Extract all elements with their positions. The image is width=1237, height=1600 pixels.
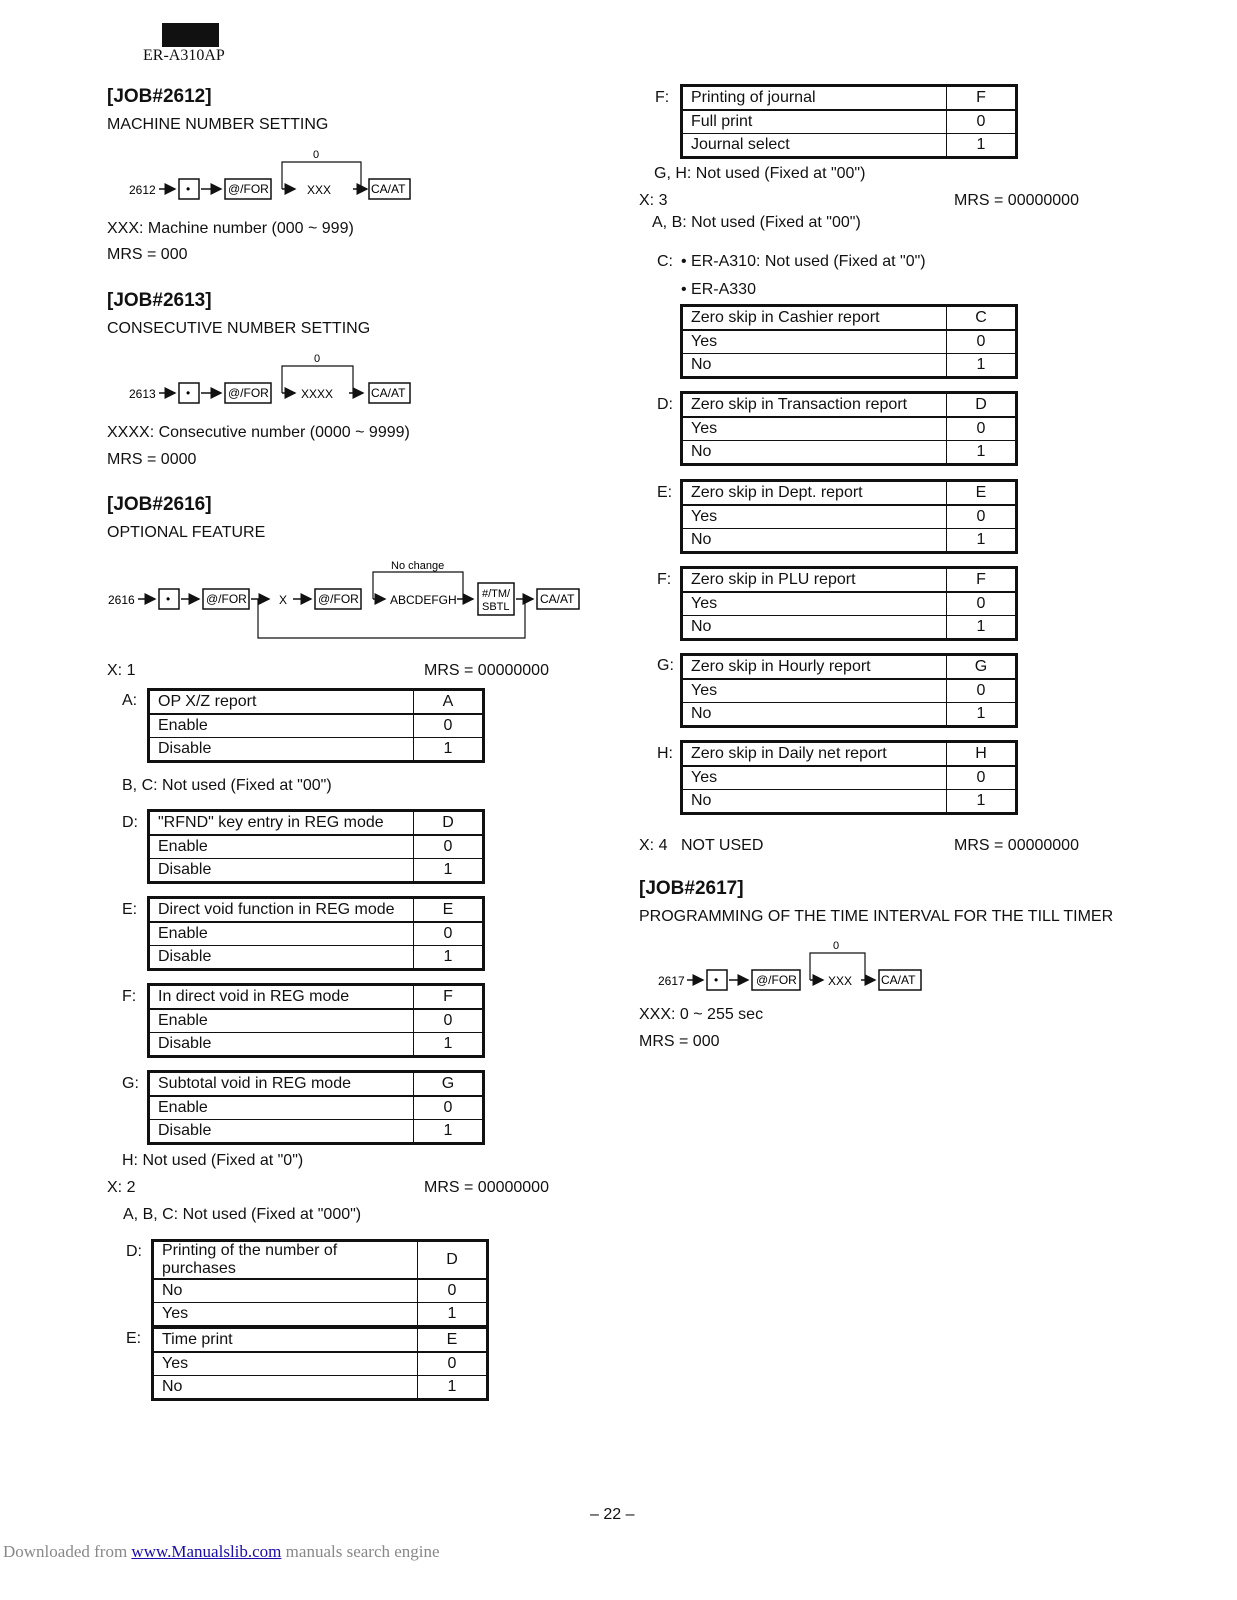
table-row: Zero skip in Hourly report G (682, 655, 1017, 680)
footer (3, 1542, 440, 1562)
job-2617-desc: XXX: 0 ~ 255 sec (639, 1006, 764, 1023)
svg-text:•: • (714, 973, 719, 987)
svg-text:0: 0 (314, 353, 321, 365)
x1-d-table (147, 809, 485, 884)
flow-start-label: 2612 (129, 183, 156, 197)
svg-text:@/FOR: @/FOR (228, 386, 269, 400)
svg-text:XXX: XXX (828, 974, 853, 988)
svg-text:•: • (186, 386, 191, 400)
x1-d-letter: D: (122, 814, 138, 831)
footer-prefix: Downloaded from (3, 1542, 132, 1561)
table-row: Disable 1 (149, 859, 484, 883)
svg-text:@/FOR: @/FOR (206, 592, 247, 606)
job-2612-title: [JOB#2612] (107, 86, 212, 107)
x1-f-table (147, 983, 485, 1058)
table-row: Yes 0 (682, 592, 1017, 616)
page-number: – 22 – (590, 1506, 635, 1523)
x3-ab-note: A, B: Not used (Fixed at "00") (652, 214, 861, 231)
x3-e-letter: E: (657, 484, 673, 501)
table-row: Disable 1 (149, 738, 484, 762)
x3-h-letter: H: (657, 745, 673, 762)
table-row: No 1 (682, 529, 1017, 553)
x1-h-note: H: Not used (Fixed at "0") (122, 1152, 304, 1169)
table-row: No 1 (682, 354, 1017, 378)
table-row: Time print E (153, 1328, 488, 1353)
x1-label: X: 1 (107, 662, 136, 679)
table-row: No 1 (682, 703, 1017, 727)
table-row: No 1 (153, 1376, 488, 1400)
x3-e-table (680, 479, 1018, 554)
table-row: Zero skip in Cashier report C (682, 306, 1017, 331)
svg-text:ABCDEFGH: ABCDEFGH (390, 593, 457, 607)
x3-c-letter: C: (657, 253, 673, 270)
x3-f-letter: F: (657, 571, 672, 588)
footer-link[interactable]: www.Manualslib.com (131, 1542, 282, 1561)
x3-g-letter: G: (657, 657, 674, 674)
table-row: Zero skip in PLU report F (682, 568, 1017, 593)
x3-mrs: MRS = 00000000 (954, 192, 1079, 209)
job-2617-flow (655, 935, 955, 997)
table-row: Zero skip in Transaction report D (682, 393, 1017, 418)
job-2612-flow (125, 145, 425, 205)
table-row: Printing of the number of purchases D (153, 1241, 488, 1280)
svg-text:#/TM/: #/TM/ (482, 588, 511, 600)
job-2617-title: [JOB#2617] (639, 878, 744, 899)
x4-label: X: 4 (639, 837, 668, 854)
table-row: Zero skip in Daily net report H (682, 742, 1017, 767)
x1-a-table (147, 688, 485, 763)
table-row: Yes 0 (682, 505, 1017, 529)
table-row: No 1 (682, 441, 1017, 465)
x3-g-table (680, 653, 1018, 728)
job-2616-title: [JOB#2616] (107, 494, 212, 515)
x3-d-letter: D: (657, 396, 673, 413)
table-row: Enable 0 (149, 835, 484, 859)
x2-f-table (680, 84, 1018, 159)
table-row: Printing of journal F (682, 86, 1017, 111)
table-row: Yes 0 (682, 417, 1017, 441)
x1-f-letter: F: (122, 988, 137, 1005)
x3-c-table (680, 304, 1018, 379)
table-row: In direct void in REG mode F (149, 985, 484, 1010)
svg-text:SBTL: SBTL (482, 601, 510, 613)
job-2612-desc: XXX: Machine number (000 ~ 999) (107, 220, 354, 237)
x1-g-letter: G: (122, 1075, 139, 1092)
x1-e-letter: E: (122, 901, 138, 918)
x2-f-letter: F: (655, 89, 670, 106)
job-2617-mrs: MRS = 000 (639, 1033, 720, 1050)
svg-text:@/FOR: @/FOR (318, 592, 359, 606)
table-row: Disable 1 (149, 1120, 484, 1144)
x2-label: X: 2 (107, 1179, 136, 1196)
table-row: Yes 0 (682, 330, 1017, 354)
svg-text:CA/AT: CA/AT (540, 592, 575, 606)
x1-bc-note: B, C: Not used (Fixed at "00") (122, 777, 332, 794)
table-row: Yes 0 (153, 1352, 488, 1376)
x2-e-letter: E: (126, 1330, 142, 1347)
svg-text:2613: 2613 (129, 387, 156, 401)
table-row: Yes 0 (682, 766, 1017, 790)
table-row: Disable 1 (149, 946, 484, 970)
svg-text:0: 0 (313, 149, 320, 161)
job-2616-subtitle: OPTIONAL FEATURE (107, 524, 266, 541)
x2-d-table (151, 1239, 489, 1328)
x2-mrs: MRS = 00000000 (424, 1179, 549, 1196)
logo-block (162, 23, 219, 47)
svg-text:No change: No change (391, 560, 445, 572)
x1-a-letter: A: (122, 692, 138, 709)
table-row: "RFND" key entry in REG mode D (149, 811, 484, 836)
table-row: Subtotal void in REG mode G (149, 1072, 484, 1097)
table-row: No 0 (153, 1279, 488, 1303)
table-row: Direct void function in REG mode E (149, 898, 484, 923)
x3-h-table (680, 740, 1018, 815)
table-row: Yes 1 (153, 1303, 488, 1327)
footer-suffix: manuals search engine (281, 1542, 440, 1561)
svg-text:CA/AT: CA/AT (881, 973, 916, 987)
job-2616-flow (105, 555, 595, 650)
x3-c-note-1: ER-A310: Not used (Fixed at "0") (691, 253, 926, 270)
x1-mrs: MRS = 00000000 (424, 662, 549, 679)
svg-text:X: X (279, 593, 288, 607)
x3-label: X: 3 (639, 192, 668, 209)
job-2617-subtitle: PROGRAMMING OF THE TIME INTERVAL FOR THE TILL TIMER (639, 908, 1114, 925)
x1-e-table (147, 896, 485, 971)
job-2613-desc: XXXX: Consecutive number (0000 ~ 9999) (107, 424, 410, 441)
table-row: Zero skip in Dept. report E (682, 481, 1017, 506)
table-row: Full print 0 (682, 110, 1017, 134)
svg-text:0: 0 (833, 940, 840, 952)
svg-text:2616: 2616 (108, 593, 135, 607)
svg-text:2617: 2617 (658, 974, 685, 988)
x3-c-note-2: ER-A330 (691, 281, 756, 298)
svg-text:•: • (186, 182, 191, 196)
table-row: Enable 0 (149, 714, 484, 738)
x2-e-table (151, 1326, 489, 1401)
svg-text:CA/AT: CA/AT (371, 386, 406, 400)
job-2613-subtitle: CONSECUTIVE NUMBER SETTING (107, 320, 371, 337)
svg-text:@/FOR: @/FOR (228, 182, 269, 196)
x3-c-bullet-2: • ER-A330 (681, 281, 756, 298)
table-row: Enable 0 (149, 922, 484, 946)
table-row: Yes 0 (682, 679, 1017, 703)
table-row: Journal select 1 (682, 134, 1017, 158)
x3-c-bullet-1: • ER-A310: Not used (Fixed at "0") (681, 253, 926, 270)
table-row: Disable 1 (149, 1033, 484, 1057)
job-2613-flow (125, 350, 425, 410)
x2-abc-note: A, B, C: Not used (Fixed at "000") (123, 1206, 362, 1223)
table-row: No 1 (682, 790, 1017, 814)
table-row: No 1 (682, 616, 1017, 640)
svg-text:XXX: XXX (307, 183, 332, 197)
job-2613-title: [JOB#2613] (107, 290, 212, 311)
job-2612-mrs: MRS = 000 (107, 246, 188, 263)
x2-gh-note: G, H: Not used (Fixed at "00") (654, 165, 866, 182)
table-row: OP X/Z report A (149, 690, 484, 715)
job-2613-mrs: MRS = 0000 (107, 451, 197, 468)
x3-f-table (680, 566, 1018, 641)
model-number: ER-A310AP (143, 47, 225, 64)
table-row: Enable 0 (149, 1096, 484, 1120)
table-row: Enable 0 (149, 1009, 484, 1033)
x2-d-letter: D: (126, 1243, 142, 1260)
svg-text:@/FOR: @/FOR (756, 973, 797, 987)
x3-d-table (680, 391, 1018, 466)
svg-text:CA/AT: CA/AT (371, 182, 406, 196)
x4-mrs: MRS = 00000000 (954, 837, 1079, 854)
job-2612-subtitle: MACHINE NUMBER SETTING (107, 116, 329, 133)
svg-text:XXXX: XXXX (301, 387, 334, 401)
x1-g-table (147, 1070, 485, 1145)
x4-text: NOT USED (681, 837, 764, 854)
svg-text:•: • (166, 592, 171, 606)
